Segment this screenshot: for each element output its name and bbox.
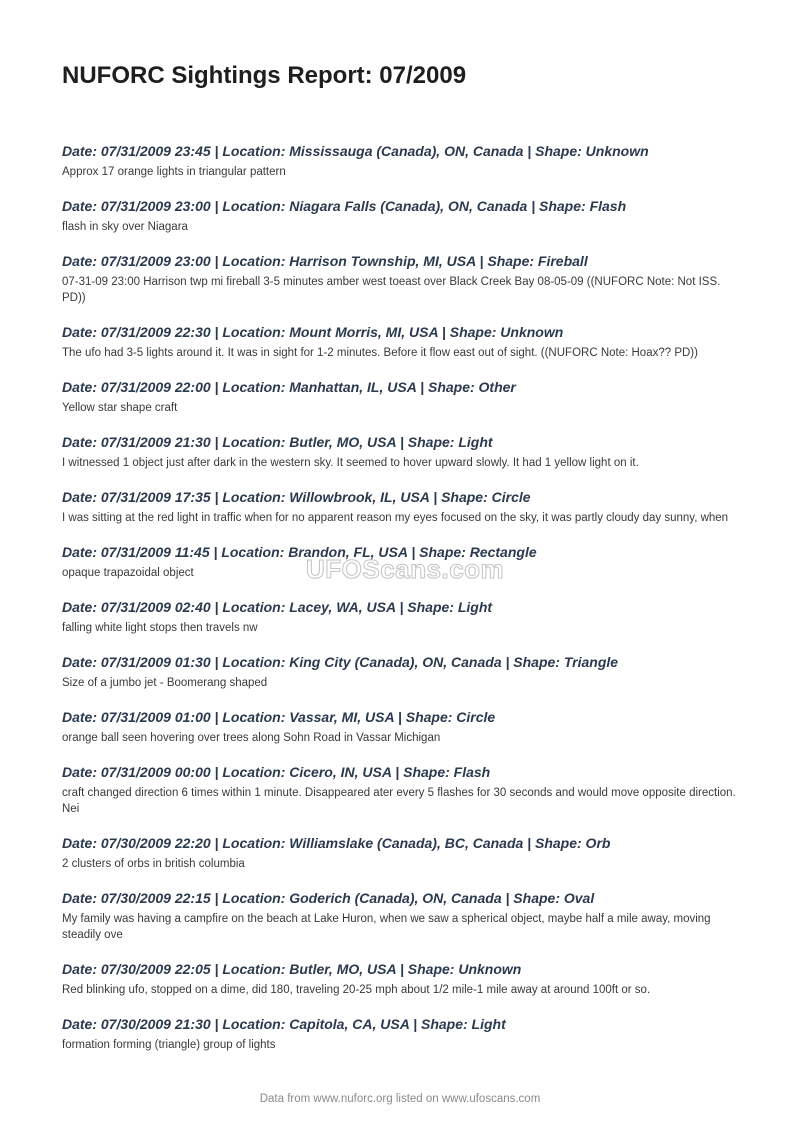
entry-summary: Size of a jumbo jet - Boomerang shaped <box>62 677 268 689</box>
entry-heading: Date: 07/31/2009 22:00 | Location: Manhattan, IL, USA | Shape: Other <box>62 379 516 395</box>
list-item <box>62 890 738 943</box>
entry-summary: 07-31-09 23:00 Harrison twp mi fireball 3-5 minutes amber west toeast over Black Creek Bay 08-05-09 ((NUFORC Note: Not ISS. PD)) <box>62 276 721 304</box>
list-item <box>62 489 738 526</box>
entry-summary: 2 clusters of orbs in british columbia <box>62 858 245 870</box>
list-item <box>62 764 738 817</box>
entry-summary: Red blinking ufo, stopped on a dime, did 180, traveling 20-25 mph about 1/2 mile-1 mile away at around 100ft or so. <box>62 984 651 996</box>
entry-heading: Date: 07/30/2009 22:15 | Location: Goderich (Canada), ON, Canada | Shape: Oval <box>62 890 595 906</box>
sightings-list <box>62 143 738 1071</box>
entry-summary: I witnessed 1 object just after dark in the western sky. It seemed to hover upward slowly. It had 1 yellow light on it. <box>62 457 639 469</box>
entry-heading: Date: 07/31/2009 11:45 | Location: Brandon, FL, USA | Shape: Rectangle <box>62 544 537 560</box>
list-item <box>62 324 738 361</box>
list-item <box>62 143 738 180</box>
entry-heading: Date: 07/30/2009 21:30 | Location: Capitola, CA, USA | Shape: Light <box>62 1016 506 1032</box>
watermark-logo: UFOScans.com <box>306 554 505 584</box>
entry-heading: Date: 07/31/2009 22:30 | Location: Mount Morris, MI, USA | Shape: Unknown <box>62 324 564 340</box>
list-item <box>62 1016 738 1053</box>
entry-summary: Yellow star shape craft <box>62 402 178 414</box>
entry-summary: My family was having a campfire on the beach at Lake Huron, when we saw a spherical object, maybe half a mile away, moving steadily ove <box>62 913 711 941</box>
entry-summary: craft changed direction 6 times within 1 minute. Disappeared ater every 5 flashes for 30 seconds and would move opposite direction. Nei <box>62 787 736 815</box>
entry-heading: Date: 07/31/2009 00:00 | Location: Cicero, IN, USA | Shape: Flash <box>62 764 491 780</box>
list-item <box>62 379 738 416</box>
entry-heading: Date: 07/30/2009 22:20 | Location: Williamslake (Canada), BC, Canada | Shape: Orb <box>62 835 611 851</box>
list-item <box>62 654 738 691</box>
entry-summary: Approx 17 orange lights in triangular pattern <box>62 166 286 178</box>
list-item <box>62 599 738 636</box>
entry-heading: Date: 07/31/2009 01:30 | Location: King City (Canada), ON, Canada | Shape: Triangle <box>62 654 619 670</box>
entry-summary: I was sitting at the red light in traffic when for no apparent reason my eyes focused on the sky, it was partly cloudy day sunny, when <box>62 512 729 524</box>
list-item <box>62 253 738 306</box>
entry-summary: The ufo had 3-5 lights around it. It was in sight for 1-2 minutes. Before it flow east out of sight. ((NUFORC Note: Hoax?? PD)) <box>62 347 698 359</box>
entry-summary: orange ball seen hovering over trees along Sohn Road in Vassar Michigan <box>62 732 441 744</box>
entry-heading: Date: 07/31/2009 23:00 | Location: Niagara Falls (Canada), ON, Canada | Shape: Flash <box>62 198 627 214</box>
entry-heading: Date: 07/31/2009 17:35 | Location: Willowbrook, IL, USA | Shape: Circle <box>62 489 531 505</box>
entry-heading: Date: 07/31/2009 01:00 | Location: Vassar, MI, USA | Shape: Circle <box>62 709 496 725</box>
entry-summary: formation forming (triangle) group of lights <box>62 1039 276 1051</box>
list-item <box>62 709 738 746</box>
entry-heading: Date: 07/31/2009 02:40 | Location: Lacey, WA, USA | Shape: Light <box>62 599 493 615</box>
entry-heading: Date: 07/31/2009 23:45 | Location: Mississauga (Canada), ON, Canada | Shape: Unknown <box>62 143 649 159</box>
list-item <box>62 961 738 998</box>
entry-heading: Date: 07/31/2009 21:30 | Location: Butler, MO, USA | Shape: Light <box>62 434 493 450</box>
list-item <box>62 198 738 235</box>
entry-heading: Date: 07/30/2009 22:05 | Location: Butler, MO, USA | Shape: Unknown <box>62 961 522 977</box>
list-item <box>62 835 738 872</box>
entry-summary: flash in sky over Niagara <box>62 221 188 233</box>
entry-summary: falling white light stops then travels nw <box>62 622 258 634</box>
entry-summary: opaque trapazoidal object <box>62 567 194 579</box>
list-item <box>62 434 738 471</box>
page-title: NUFORC Sightings Report: 07/2009 <box>62 62 467 89</box>
entry-heading: Date: 07/31/2009 23:00 | Location: Harrison Township, MI, USA | Shape: Fireball <box>62 253 588 269</box>
list-item <box>62 544 738 581</box>
page-footer: Data from www.nuforc.org listed on www.ufoscans.com <box>259 1093 541 1105</box>
